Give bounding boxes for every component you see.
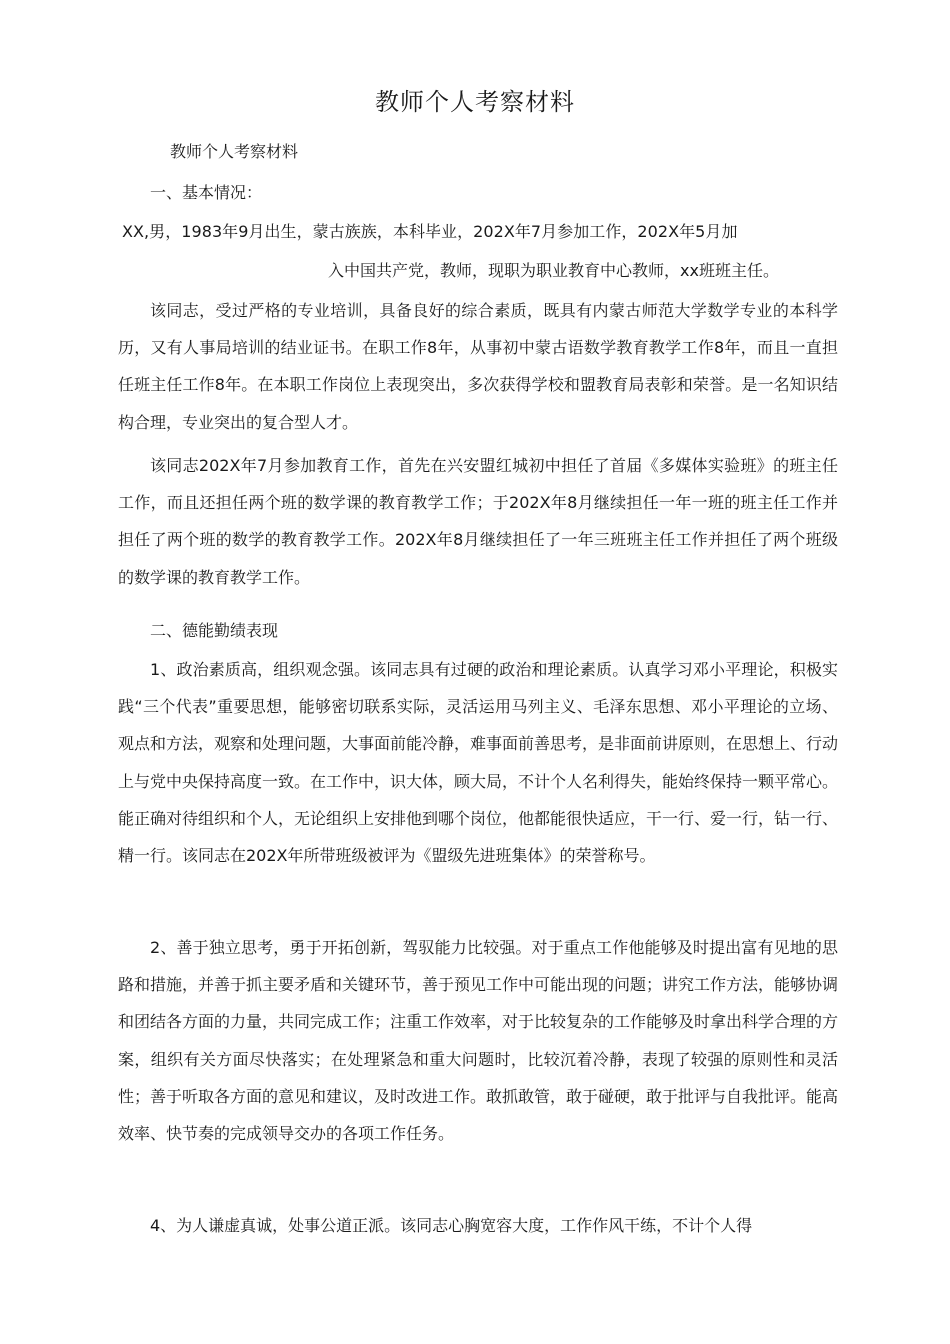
paragraph-work-history: 该同志202X年7月参加教育工作，首先在兴安盟红城初中担任了首届《多媒体实验班》的班主任工作，而且还担任两个班的数学课的教育教学工作；于202X年8月继续担任一年一班的班主任工作并担任了两个班的数学的教育教学工作。202X年8月继续担任了一年三班班主任工作并担任了两个班级的数学课的教育教学工作。 [118,456,838,587]
document-subtitle: 教师个人考察材料 [170,142,299,161]
paragraph-point-2: 2、善于独立思考，勇于开拓创新，驾驭能力比较强。对于重点工作他能够及时提出富有见地的思路和措施，并善于抓主要矛盾和关键环节，善于预见工作中可能出现的问题；讲究工作方法，能够协调和团结各方面的力量，共同完成工作；注重工作效率，对于比较复杂的工作能够及时拿出科学合理的方案，组织有关方面尽快落实；在处理紧急和重大问题时，比较沉着冷静，表现了较强的原则性和灵活性；善于听取各方面的意见和建议，及时改进工作。敢抓敢管，敢于碰硬，敢于批评与自我批评。能高效率、快节奏的完成领导交办的各项工作任务。 [118,938,839,1144]
paragraph-training: 该同志，受过严格的专业培训，具备良好的综合素质，既具有内蒙古师范大学数学专业的本科学历，又有人事局培训的结业证书。在职工作8年，从事初中蒙古语数学教育教学工作8年，而且一直担任班主任工作8年。在本职工作岗位上表现突出，多次获得学校和盟教育局表彰和荣誉。是一名知识结构合理，专业突出的复合型人才。 [118,301,838,432]
paragraph-point-4: 4、为人谦虚真诚，处事公道正派。该同志心胸宽容大度，工作作风干练，不计个人得 [150,1216,753,1235]
paragraph-point-1: 1、政治素质高，组织观念强。该同志具有过硬的政治和理论素质。认真学习邓小平理论，积极实践“三个代表”重要思想，能够密切联系实际，灵活运用马列主义、毛泽东思想、邓小平理论的立场、观点和方法，观察和处理问题，大事面前能冷静，难事面前善思考，是非面前讲原则，在思想上、行动上与党中央保持高度一致。在工作中，识大体，顾大局，不计个人名利得失，能始终保持一颗平常心。能正确对待组织和个人，无论组织上安排他到哪个岗位，他都能很快适应，干一行、爱一行，钻一行、精一行。该同志在202X年所带班级被评为《盟级先进班集体》的荣誉称号。 [118,660,839,866]
section-heading-basic-info: 一、基本情况： [150,183,263,202]
basic-info-line-2: 入中国共产党，教师，现职为职业教育中心教师，xx班班主任。 [328,261,779,280]
section-heading-performance: 二、德能勤绩表现 [150,621,279,640]
basic-info-line-1: XX,男，1983年9月出生，蒙古族族，本科毕业，202X年7月参加工作，202X年5月加 [122,222,738,241]
document-title: 教师个人考察材料 [375,88,575,116]
